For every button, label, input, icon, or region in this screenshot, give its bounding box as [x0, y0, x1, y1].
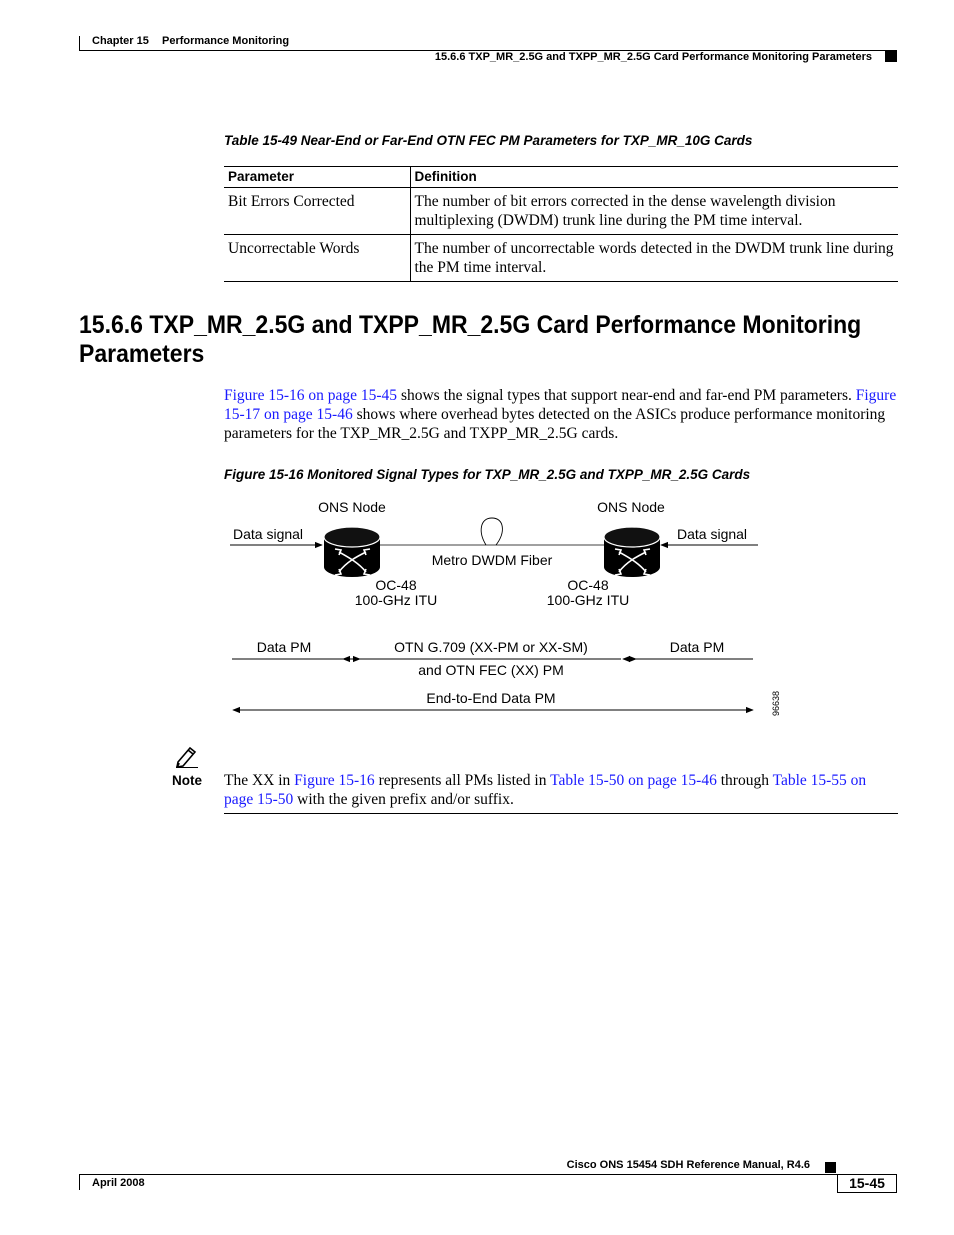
fiber-loop: [481, 518, 502, 545]
row-parameter: Uncorrectable Words: [224, 235, 410, 282]
ons-node-right-label: ONS Node: [597, 499, 665, 515]
footer-rule: [79, 1174, 897, 1175]
table-caption: Table 15-49 Near-End or Far-End OTN FEC PM Parameters for TXP_MR_10G Cards: [224, 133, 753, 148]
note-text-4: with the given prefix and/or suffix.: [293, 791, 514, 808]
note-text: [224, 771, 898, 809]
data-pm-left-label: Data PM: [256, 639, 312, 655]
footer-date: April 2008: [92, 1177, 145, 1189]
footer-page-number: 15-45: [849, 1175, 885, 1191]
link-figure-15-16-note[interactable]: Figure 15-16: [294, 772, 375, 789]
footer-manual-title: Cisco ONS 15454 SDH Reference Manual, R4.6: [566, 1159, 810, 1171]
row-definition: The number of bit errors corrected in the dense wavelength division multiplexing (DWDM) trunk line during the PM time interval.: [410, 188, 898, 235]
fiber-label: Metro DWDM Fiber: [431, 552, 553, 568]
note-text-3: through: [716, 772, 773, 789]
oc48-right-label: OC-48: [567, 577, 609, 593]
col-header-definition: Definition: [410, 166, 898, 188]
itu-left-label: 100-GHz ITU: [354, 592, 438, 608]
link-figure-15-17[interactable]: Figure 15-17 on page 15-46: [224, 387, 897, 423]
itu-right-label: 100-GHz ITU: [546, 592, 630, 608]
data-signal-left-label: Data signal: [233, 526, 304, 542]
figure-id: 96638: [771, 690, 781, 716]
col-header-parameter: Parameter: [224, 166, 410, 188]
row-definition: The number of uncorrectable words detected in the DWDM trunk line during the PM time interval.: [410, 235, 898, 282]
header-chapter-title: Performance Monitoring: [162, 35, 290, 47]
row-parameter: Bit Errors Corrected: [224, 188, 410, 235]
ons-node-right-icon: [604, 527, 660, 577]
link-table-15-50[interactable]: Table 15-50 on page 15-46: [550, 772, 717, 789]
data-signal-right-label: Data signal: [677, 526, 748, 542]
otn-pm-label-line2: and OTN FEC (XX) PM: [418, 662, 564, 678]
footer-left-tick: [79, 1174, 80, 1190]
note-text-2: represents all PMs listed in: [374, 772, 551, 789]
intro-text-2: shows where overhead bytes detected on the ASICs produce performance monitoring parameters for the TXP_MR_2.5G and TXPP_MR_2.5G cards.: [224, 406, 886, 442]
figure-caption: Figure 15-16 Monitored Signal Types for TXP_MR_2.5G and TXPP_MR_2.5G Cards: [224, 467, 751, 482]
footer-black-box: [825, 1162, 836, 1173]
data-pm-right-label: Data PM: [669, 639, 725, 655]
header-chapter-label: Chapter 15: [92, 35, 149, 47]
section-heading-line2: Parameters: [79, 340, 205, 368]
header-section-ref: 15.6.6 TXP_MR_2.5G and TXPP_MR_2.5G Card Performance Monitoring Parameters: [434, 51, 872, 63]
end-to-end-label: End-to-End Data PM: [426, 690, 556, 706]
intro-text-1: shows the signal types that support near-end and far-end PM parameters.: [397, 387, 856, 404]
note-bottom-rule: [224, 813, 898, 814]
section-heading-line1: 15.6.6 TXP_MR_2.5G and TXPP_MR_2.5G Card Performance Monitoring: [79, 311, 862, 339]
link-figure-15-16[interactable]: Figure 15-16 on page 15-45: [224, 387, 398, 404]
ons-node-left-icon: [324, 527, 380, 577]
ons-node-left-label: ONS Node: [318, 499, 386, 515]
otn-pm-label-line1: OTN G.709 (XX-PM or XX-SM): [394, 639, 588, 655]
note-label: Note: [172, 773, 202, 788]
link-table-15-55[interactable]: Table 15-55 on page 15-50: [224, 772, 867, 808]
note-pencil-icon: [174, 744, 200, 768]
oc48-left-label: OC-48: [375, 577, 417, 593]
note-text-1: The XX in: [224, 772, 295, 789]
